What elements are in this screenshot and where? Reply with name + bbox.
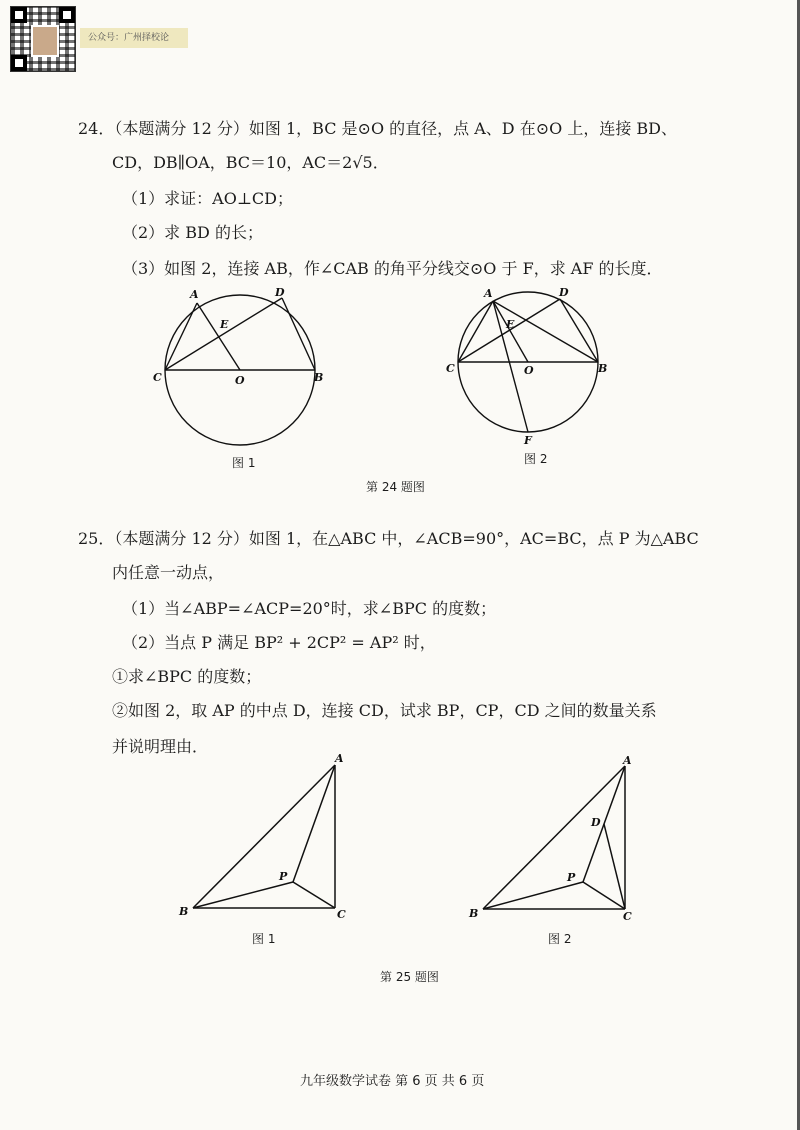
label-B: B: [469, 907, 479, 920]
label-A: A: [335, 752, 344, 765]
label-B: B: [598, 362, 608, 375]
label-D: D: [275, 286, 285, 299]
q25-sub2-cont: 并说明理由．: [112, 737, 209, 756]
q25-figure-title: 第 25 题图: [380, 970, 439, 984]
avatar: [31, 25, 59, 57]
label-B: B: [179, 905, 189, 918]
q25-sub2: ②如图 2，取 AP 的中点 D，连接 CD，试求 BP，CP，CD 之间的数量关系: [112, 701, 657, 720]
label-P: P: [279, 870, 288, 883]
q24-part2: （2）求 BD 的长；: [122, 223, 263, 242]
q24-fig2-caption: 图 2: [524, 452, 548, 466]
label-E: E: [220, 318, 229, 331]
q24-figure-2: [448, 282, 618, 452]
q25-part1: （1）当∠ABP=∠ACP=20°时，求∠BPC 的度数；: [122, 599, 497, 618]
q24-figure-1: [150, 280, 340, 460]
q25-figure-2: [465, 752, 645, 922]
qr-code: [10, 6, 76, 72]
label-O: O: [524, 364, 534, 377]
label-E: E: [506, 318, 515, 331]
q24-figure-title: 第 24 题图: [366, 480, 425, 494]
label-O: O: [235, 374, 245, 387]
label-C: C: [446, 362, 455, 375]
q25-figure-1: [175, 750, 355, 920]
label-C: C: [153, 371, 162, 384]
label-A: A: [623, 754, 632, 767]
q25-part2: （2）当点 P 满足 BP² + 2CP² = AP² 时，: [122, 633, 436, 652]
page-footer: 九年级数学试卷 第 6 页 共 6 页: [300, 1074, 485, 1089]
label-B: B: [314, 371, 324, 384]
wechat-tag: 公众号：广州择校论: [80, 28, 188, 48]
q24-line1: 24．（本题满分 12 分）如图 1，BC 是⊙O 的直径，点 A、D 在⊙O 上，连接 BD、: [78, 119, 677, 138]
label-A: A: [484, 287, 493, 300]
label-D: D: [591, 816, 601, 829]
q24-part3: （3）如图 2，连接 AB，作∠CAB 的角平分线交⊙O 于 F，求 AF 的长度．: [122, 259, 663, 278]
label-D: D: [559, 286, 569, 299]
q25-sub1: ①求∠BPC 的度数；: [112, 667, 262, 686]
label-F: F: [524, 434, 532, 447]
q25-line1: 25．（本题满分 12 分）如图 1，在△ABC 中，∠ACB=90°，AC=BC，点 P 为△ABC: [78, 529, 699, 548]
q25-line2: 内任意一动点，: [112, 563, 225, 582]
q25-fig1-caption: 图 1: [252, 932, 276, 946]
q24-part1: （1）求证：AO⊥CD；: [122, 189, 293, 208]
label-A: A: [190, 288, 199, 301]
q24-fig1-caption: 图 1: [232, 456, 256, 470]
q24-line2: CD，DB∥OA，BC＝10，AC＝2√5．: [112, 153, 389, 172]
label-P: P: [567, 871, 576, 884]
label-C: C: [623, 910, 632, 923]
label-C: C: [337, 908, 346, 921]
q25-fig2-caption: 图 2: [548, 932, 572, 946]
